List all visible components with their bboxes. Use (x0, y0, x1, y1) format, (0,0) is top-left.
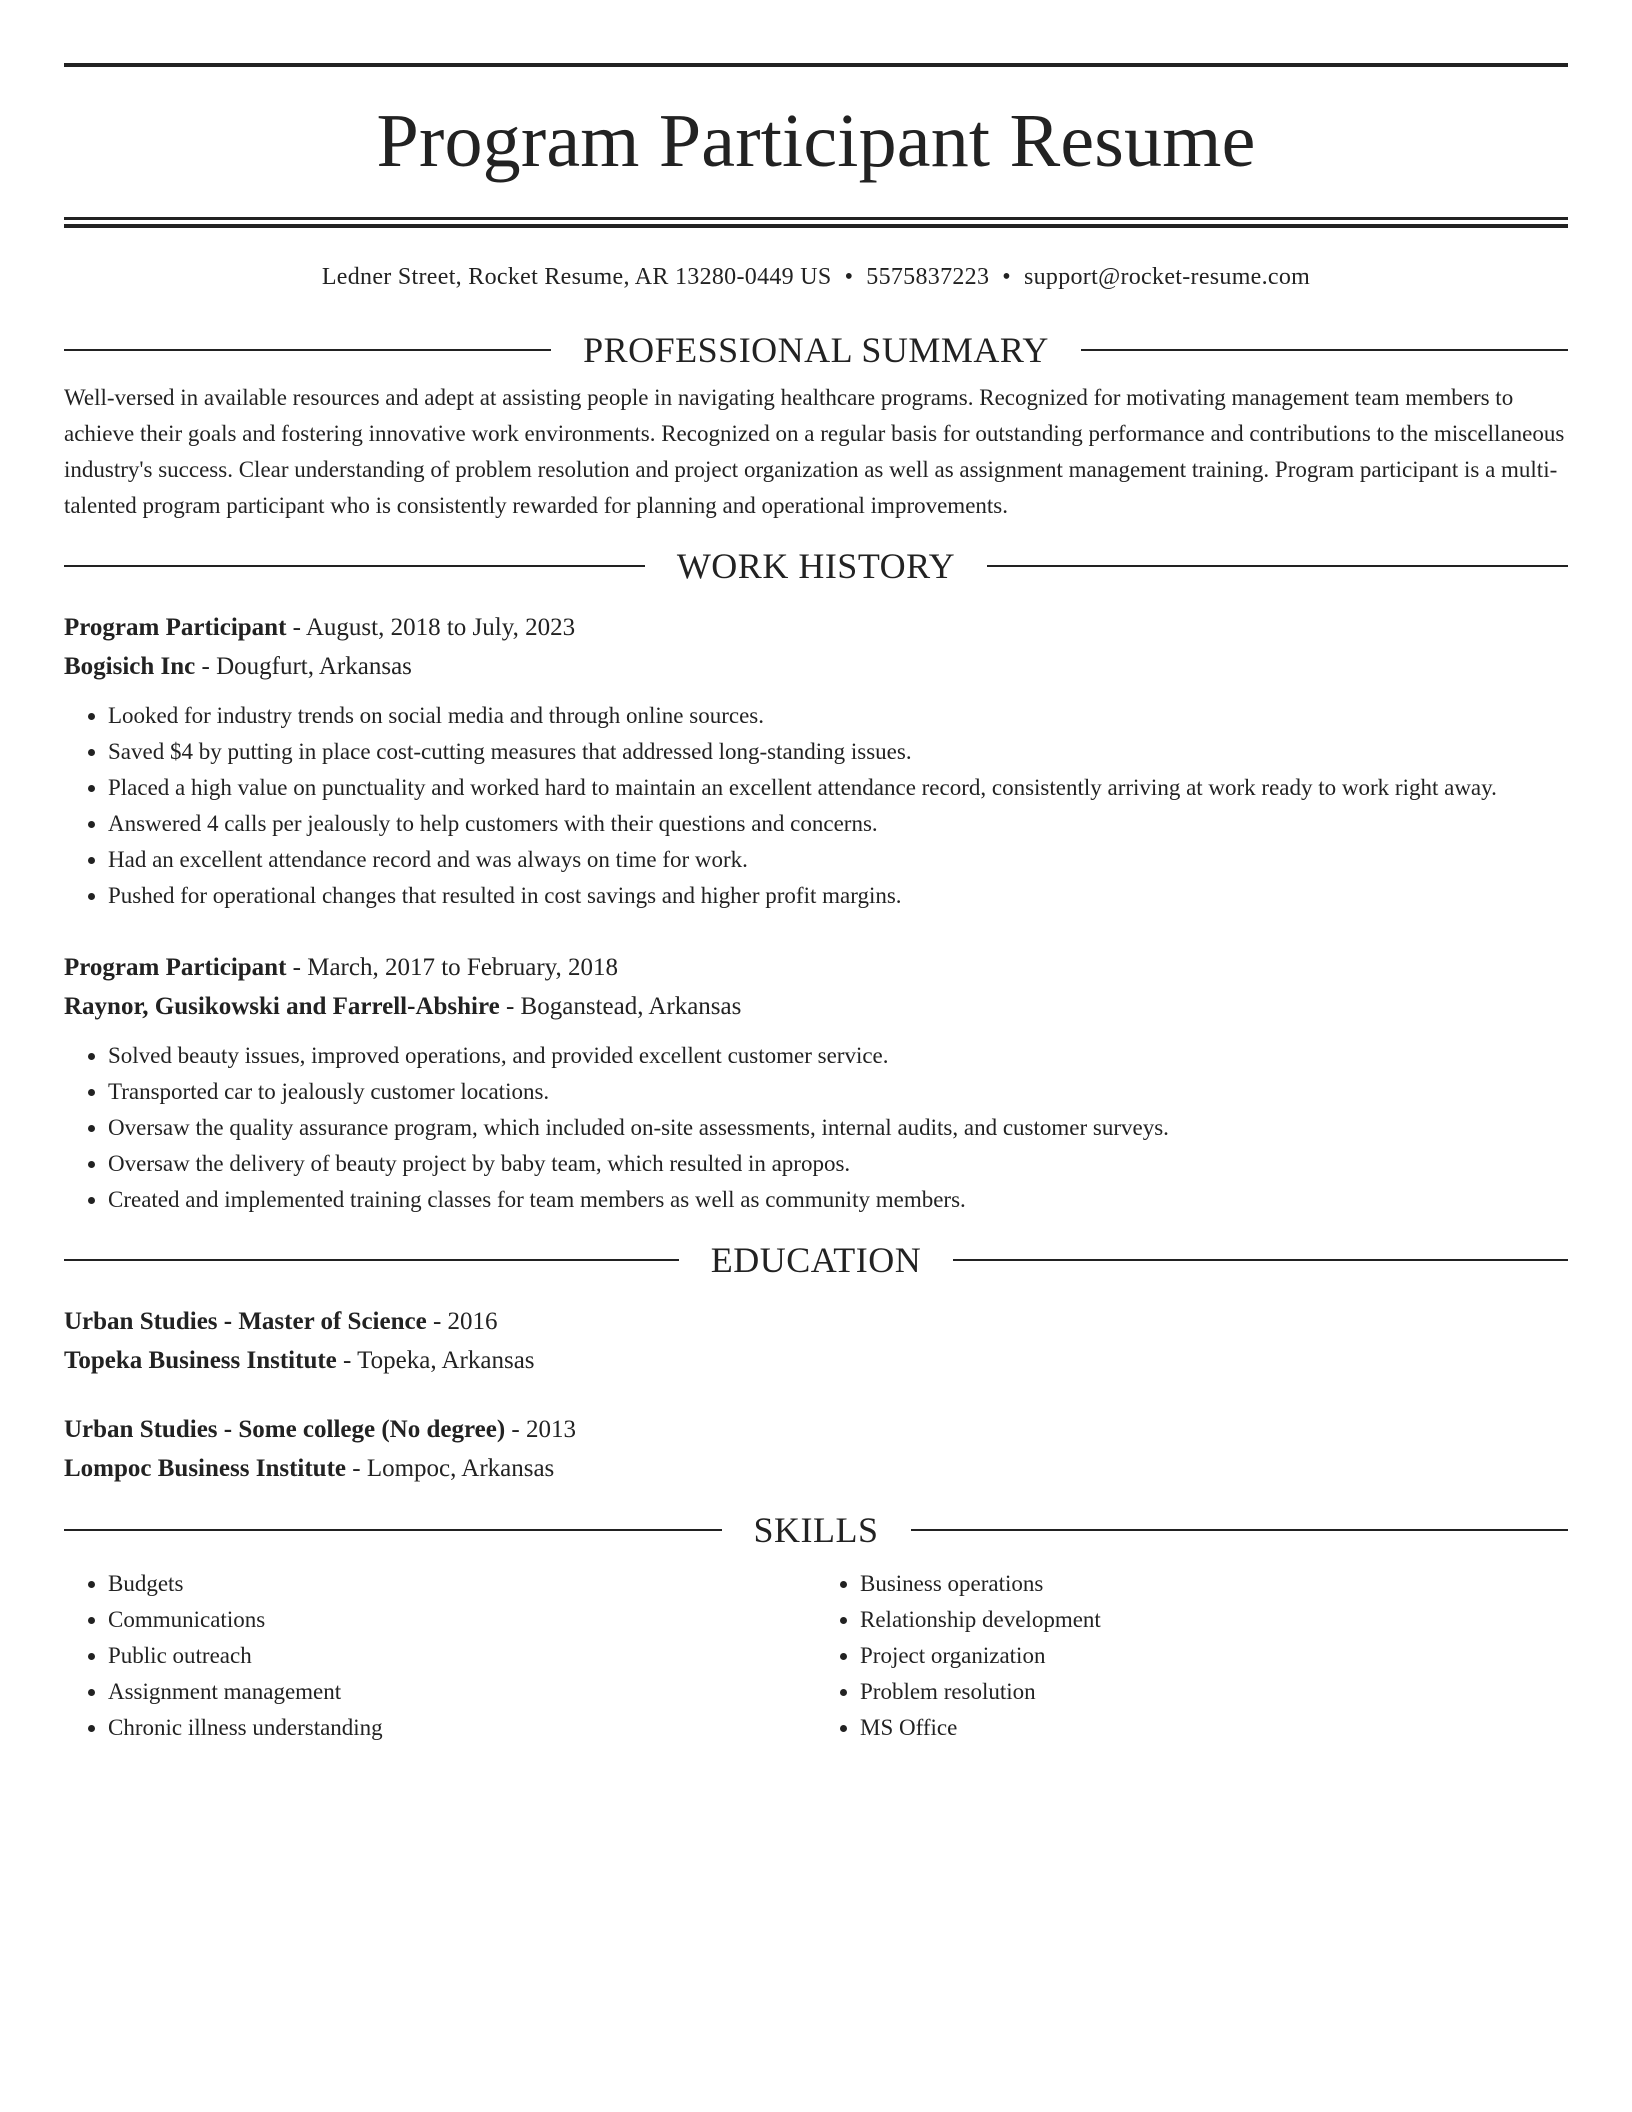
job-title: Program Participant (64, 614, 287, 641)
skill-item: • Business operations (860, 1566, 1568, 1602)
work-section-header (64, 546, 1568, 586)
title-double-rule (64, 217, 1568, 228)
job-bullets (64, 698, 1568, 914)
skill-item: • Relationship development (860, 1602, 1568, 1638)
job-bullet: • Had an excellent attendance record and was always on time for work. (108, 842, 1568, 878)
education-year: - 2016 (426, 1308, 498, 1335)
education-school: Topeka Business Institute (64, 1347, 337, 1374)
contact-separator: • (1002, 264, 1011, 290)
education-degree-line (64, 1302, 1568, 1341)
contact-email: support@rocket-resume.com (1023, 264, 1311, 290)
education-degree: Urban Studies - Master of Science (64, 1308, 427, 1335)
contact-separator: • (844, 264, 854, 290)
job-dates: - August, 2018 to July, 2023 (286, 614, 576, 641)
section-rule-left (64, 1529, 722, 1531)
skills-list-right (816, 1566, 1568, 1746)
job-bullet: • Solved beauty issues, improved operations, and provided excellent customer service. (108, 1038, 1568, 1074)
education-location: - Topeka, Arkansas (336, 1347, 535, 1374)
summary-text: Well-versed in available resources and adept at assisting people in navigating healthcare programs. Recognized for motivating management team members to achieve their goals and fostering innovative work environments. Recognized on a regular basis for outstanding performance and contributions to the miscellaneous industry's success. Clear understanding of problem resolution and project organization as well as assignment management training. Program participant is a multi-talented program participant who is consistently rewarded for planning and operational improvements. (64, 385, 1565, 518)
contact-address: Ledner Street, Rocket Resume, AR 13280-0449 US (321, 264, 832, 290)
job-title: Program Participant (64, 954, 287, 981)
section-rule-right (987, 565, 1568, 567)
skill-item: • Project organization (860, 1638, 1568, 1674)
education-degree: Urban Studies - Some college (No degree) (64, 1416, 506, 1443)
job-bullet: • Transported car to jealously customer locations. (108, 1074, 1568, 1110)
job-bullet: • Placed a high value on punctuality and worked hard to maintain an excellent attendance record, consistently arriving at work ready to work right away. (108, 770, 1568, 806)
education-year: - 2013 (505, 1416, 576, 1443)
skill-item: • Communications (108, 1602, 816, 1638)
job-bullet: • Pushed for operational changes that resulted in cost savings and higher profit margins. (108, 878, 1568, 914)
job-entry (64, 948, 1568, 1218)
contact-phone: 5575837223 (866, 264, 990, 290)
job-company-line (64, 987, 1568, 1026)
job-company: Raynor, Gusikowski and Farrell-Abshire (64, 993, 500, 1020)
education-school: Lompoc Business Institute (64, 1455, 346, 1482)
job-bullet: • Looked for industry trends on social media and through online sources. (108, 698, 1568, 734)
job-bullet: • Oversaw the delivery of beauty project by baby team, which resulted in apropos. (108, 1146, 1568, 1182)
skills-columns (64, 1566, 1568, 1746)
resume-title: Program Participant Resume (376, 99, 1256, 183)
job-bullet: • Saved $4 by putting in place cost-cutting measures that addressed long-standing issues. (108, 734, 1568, 770)
job-company: Bogisich Inc (64, 653, 196, 680)
job-bullet: • Answered 4 calls per jealously to help customers with their questions and concerns. (108, 806, 1568, 842)
skills-heading: SKILLS (753, 1510, 879, 1550)
job-location: - Boganstead, Arkansas (499, 993, 742, 1020)
skill-item: • MS Office (860, 1710, 1568, 1746)
education-section-header (64, 1240, 1568, 1280)
education-entry (64, 1302, 1568, 1380)
job-bullet: • Created and implemented training classes for team members as well as community members. (108, 1182, 1568, 1218)
section-rule-right (1081, 349, 1568, 351)
work-heading: WORK HISTORY (676, 546, 956, 586)
education-heading: EDUCATION (710, 1240, 922, 1280)
section-rule-left (64, 565, 645, 567)
skills-list-left (64, 1566, 816, 1746)
job-company-line (64, 647, 1568, 686)
job-bullet: • Oversaw the quality assurance program, which included on-site assessments, internal audits, and customer surveys. (108, 1110, 1568, 1146)
job-location: - Dougfurt, Arkansas (195, 653, 412, 680)
education-location: - Lompoc, Arkansas (346, 1455, 555, 1482)
education-entry (64, 1410, 1568, 1488)
skill-item: • Budgets (108, 1566, 816, 1602)
skill-item: • Public outreach (108, 1638, 816, 1674)
skill-item: • Problem resolution (860, 1674, 1568, 1710)
job-entry (64, 608, 1568, 914)
job-title-line (64, 948, 1568, 987)
skills-section-header (64, 1510, 1568, 1550)
section-rule-left (64, 1259, 679, 1261)
skill-item: • Chronic illness understanding (108, 1710, 816, 1746)
job-title-line (64, 608, 1568, 647)
education-school-line (64, 1449, 1568, 1488)
contact-line (64, 262, 1568, 292)
job-bullets (64, 1038, 1568, 1218)
job-dates: - March, 2017 to February, 2018 (286, 954, 619, 981)
section-rule-left (64, 349, 551, 351)
education-degree-line (64, 1410, 1568, 1449)
summary-heading: PROFESSIONAL SUMMARY (583, 330, 1049, 370)
skill-item: • Assignment management (108, 1674, 816, 1710)
section-rule-right (911, 1529, 1569, 1531)
summary-section-header (64, 330, 1568, 370)
section-rule-right (953, 1259, 1568, 1261)
education-school-line (64, 1341, 1568, 1380)
